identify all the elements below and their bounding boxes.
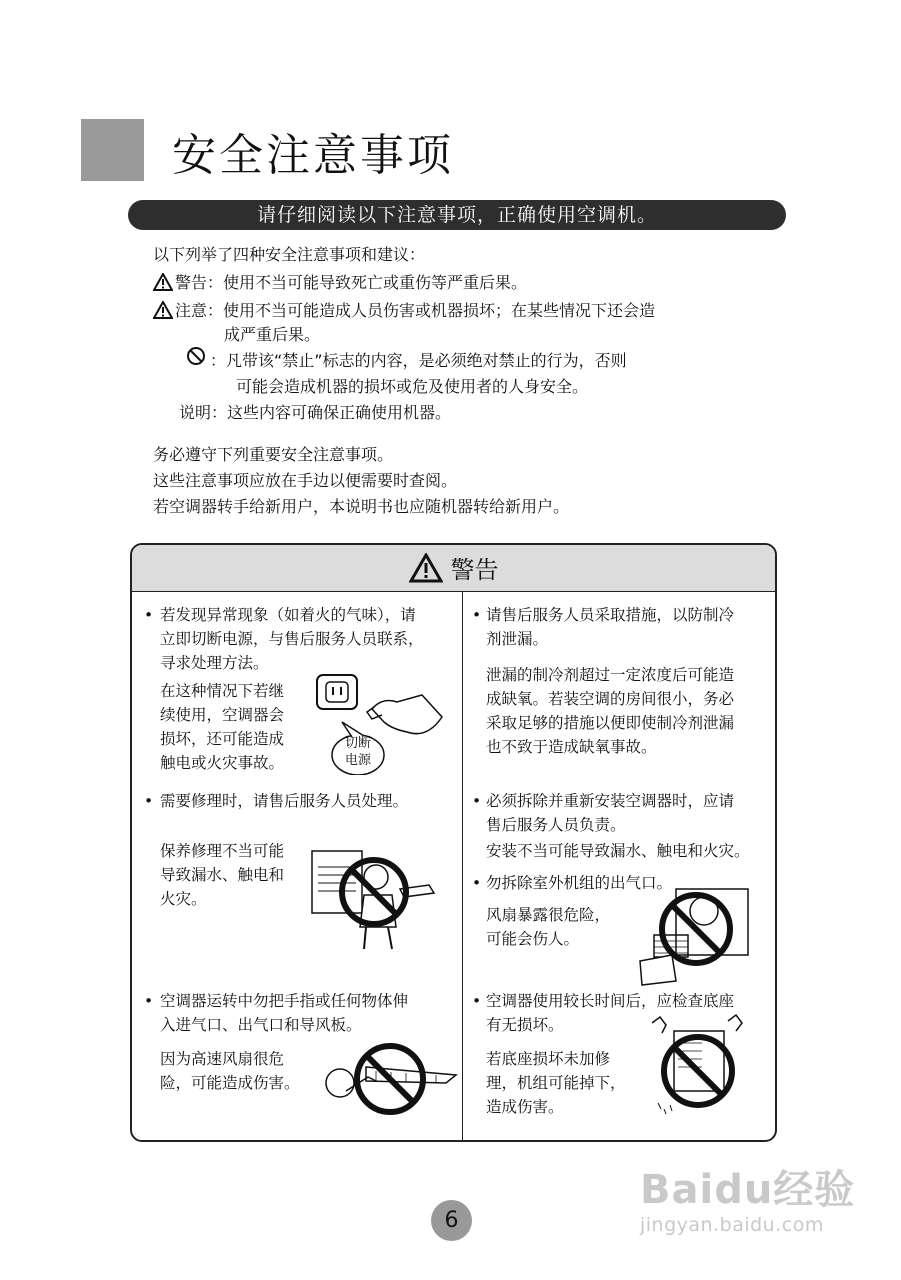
unplug-power-illustration xyxy=(312,667,447,775)
warning-box xyxy=(130,543,777,1142)
page-number: 6 xyxy=(431,1200,472,1241)
legend-warning: 警告：使用不当可能导致死亡或重伤等严重后果。 xyxy=(153,272,527,294)
page-title: 安全注意事项 xyxy=(172,130,454,181)
item-detail: 安装不当可能导致漏水、触电和火灾。 xyxy=(486,842,750,860)
legend-prohibit-cont: 可能会造成机器的损坏或危及使用者的人身安全。 xyxy=(236,377,589,396)
item-text: 入进气口、出气口和导风板。 xyxy=(160,1016,362,1034)
item-detail: 险，可能造成伤害。 xyxy=(160,1074,300,1092)
item-detail: 成缺氧。若装空调的房间很小，务必 xyxy=(486,690,735,708)
item-detail: 可能会伤人。 xyxy=(486,930,580,948)
item-text: 空调器使用较长时间后，应检查底座 xyxy=(486,992,735,1010)
item-detail: 造成伤害。 xyxy=(486,1098,564,1116)
intro-text: 以下列举了四种安全注意事项和建议： xyxy=(153,245,426,264)
watermark-url: jingyan.baidu.com xyxy=(640,1214,824,1236)
item-detail: 采取足够的措施以便即使制冷剂泄漏 xyxy=(486,714,735,732)
legend-caution-cont: 成严重后果。 xyxy=(224,325,321,344)
item-text: 请售后服务人员采取措施，以防制冷 xyxy=(486,606,735,624)
no-remove-outlet-illustration xyxy=(632,881,757,989)
item-text: 需要修理时，请售后服务人员处理。 xyxy=(160,792,409,810)
bullet-item: • xyxy=(472,792,482,810)
item-detail: 续使用，空调器会 xyxy=(160,706,285,724)
no-self-repair-illustration xyxy=(304,837,444,957)
item-detail: 火灾。 xyxy=(160,890,207,908)
item-detail: 泄漏的制冷剂超过一定浓度后可能造 xyxy=(486,666,735,684)
check-base-illustration xyxy=(644,1013,749,1125)
item-text: 若发现异常现象（如着火的气味），请 xyxy=(160,606,416,624)
item-detail: 也不致于造成缺氧事故。 xyxy=(486,738,657,756)
warning-triangle-icon xyxy=(153,273,173,291)
legend-caution: 注意：使用不当可能造成人员伤害或机器损坏；在某些情况下还会造 xyxy=(153,300,655,322)
watermark-logo: Baidu经验 xyxy=(640,1167,856,1213)
notice-line: 若空调器转手给新用户，本说明书也应随机器转给新用户。 xyxy=(153,497,570,516)
item-text: 有无损坏。 xyxy=(486,1016,564,1034)
no-hands-in-vent-illustration xyxy=(316,1037,461,1121)
legend-prohibit: ：凡带该“禁止”标志的内容，是必须绝对禁止的行为，否则 xyxy=(210,351,627,370)
item-detail: 若底座损坏未加修 xyxy=(486,1050,611,1068)
bullet-item: • xyxy=(472,874,482,892)
bullet-item: • xyxy=(472,606,482,624)
bullet-item: • xyxy=(144,992,154,1010)
section-marker-block xyxy=(81,119,144,181)
item-detail: 理，机组可能掉下， xyxy=(486,1074,626,1092)
item-text: 售后服务人员负责。 xyxy=(486,816,626,834)
item-detail: 损坏，还可能造成 xyxy=(160,730,285,748)
prohibited-icon xyxy=(186,346,206,366)
item-text: 寻求处理方法。 xyxy=(160,654,269,672)
item-detail: 风扇暴露很危险， xyxy=(486,906,611,924)
column-divider xyxy=(462,592,463,1140)
item-text: 立即切断电源，与售后服务人员联系， xyxy=(160,630,424,648)
speech-bubble: 切断 电源 xyxy=(344,736,371,768)
notice-line: 务必遵守下列重要安全注意事项。 xyxy=(153,445,394,464)
caution-triangle-icon xyxy=(153,301,173,319)
notice-line: 这些注意事项应放在手边以便需要时查阅。 xyxy=(153,471,458,490)
warning-box-title: 警告 xyxy=(450,556,499,584)
item-detail: 保养修理不当可能 xyxy=(160,842,285,860)
bullet-item: • xyxy=(144,606,154,624)
item-detail: 导致漏水、触电和 xyxy=(160,866,285,884)
warning-box-header xyxy=(132,545,775,592)
item-text: 剂泄漏。 xyxy=(486,630,549,648)
item-detail: 在这种情况下若继 xyxy=(160,682,285,700)
legend-note: 说明：这些内容可确保正确使用机器。 xyxy=(179,403,452,422)
instruction-banner: 请仔细阅读以下注意事项，正确使用空调机。 xyxy=(128,200,786,230)
item-text: 空调器运转中勿把手指或任何物体伸 xyxy=(160,992,409,1010)
item-text: 必须拆除并重新安装空调器时，应请 xyxy=(486,792,735,810)
bullet-item: • xyxy=(472,992,482,1010)
item-text: 勿拆除室外机组的出气口。 xyxy=(486,874,673,892)
warning-triangle-icon xyxy=(409,553,443,583)
bullet-item: • xyxy=(144,792,154,810)
item-detail: 触电或火灾事故。 xyxy=(160,754,285,772)
item-detail: 因为高速风扇很危 xyxy=(160,1050,285,1068)
